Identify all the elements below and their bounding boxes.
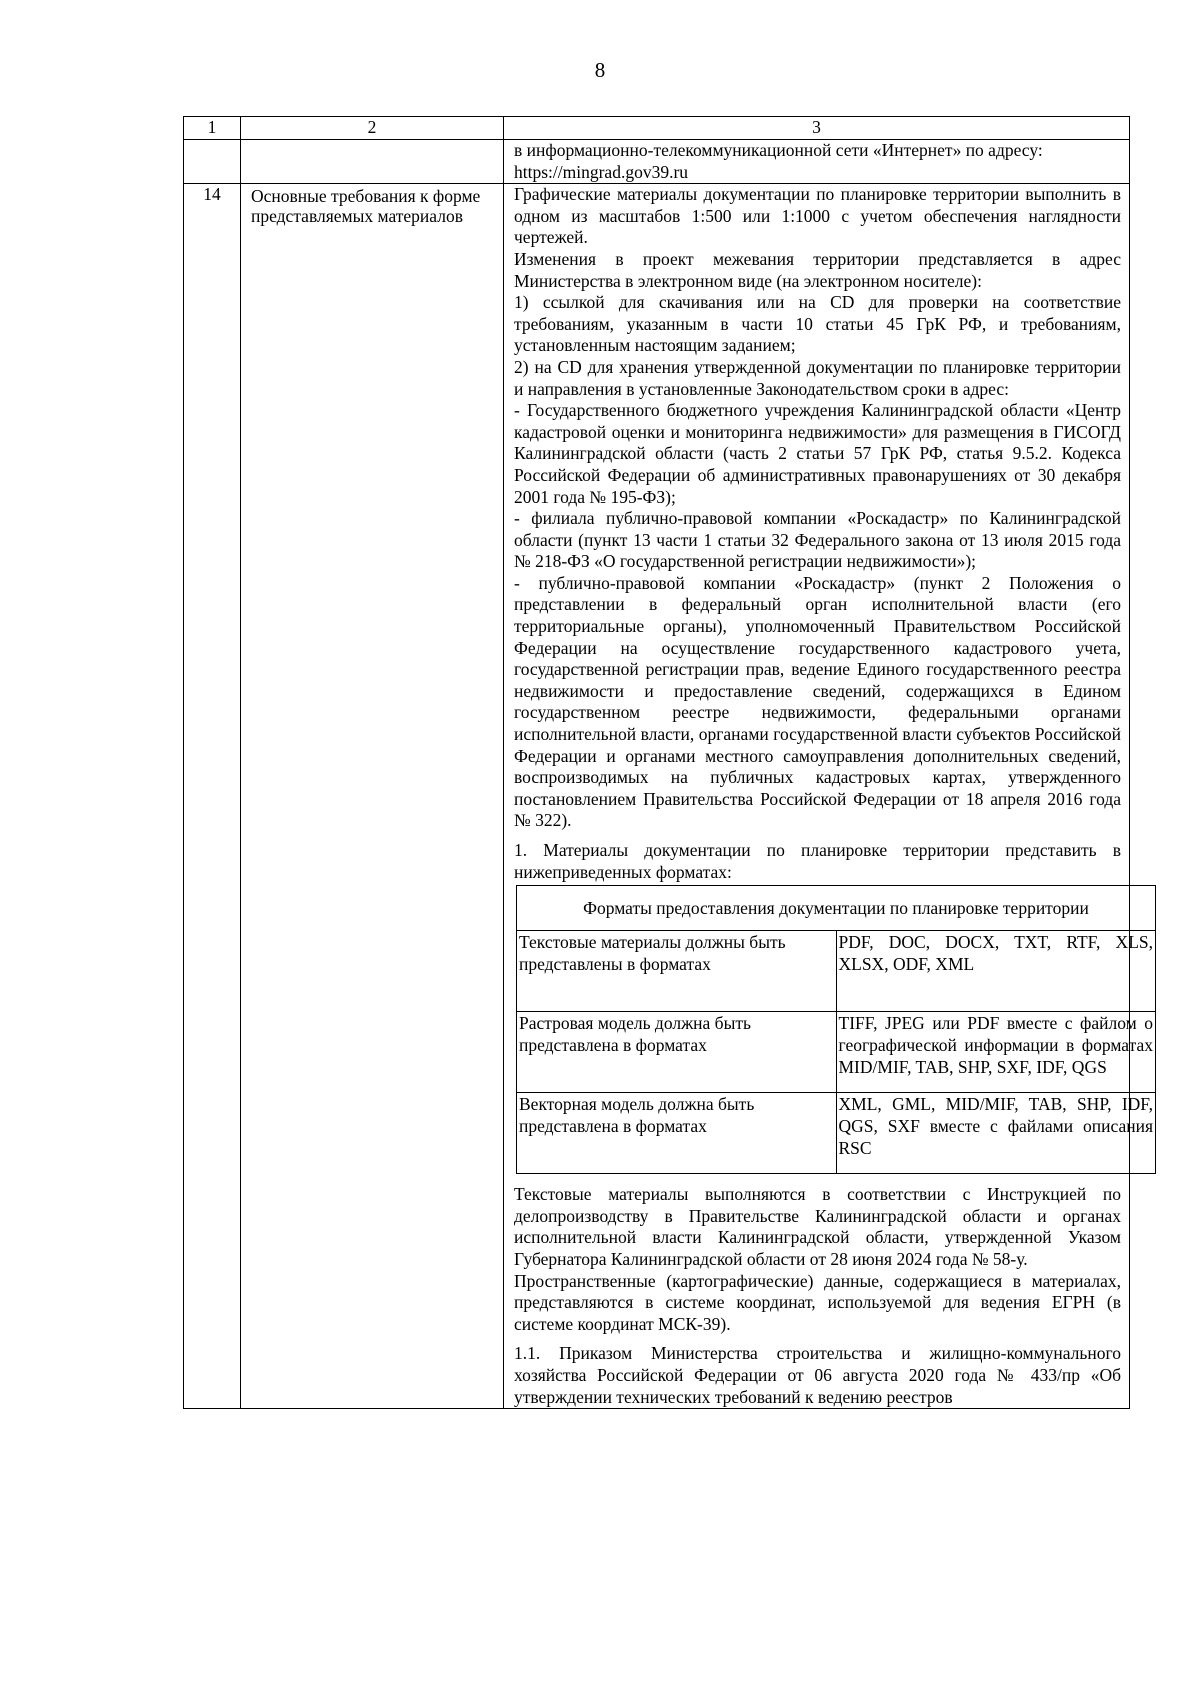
format-label: Растровая модель должна быть представлена в форматах (517, 1012, 837, 1093)
table-row (184, 184, 1130, 1409)
row-number: 14 (184, 184, 241, 1409)
paragraph: Графические материалы документации по планировке территории выполнить в одном из масштабов 1:500 или 1:1000 с учетом обеспечения наглядности чертежей. (514, 184, 1121, 248)
requirement-name: Основные требования к форме представляемых материалов (241, 184, 504, 1409)
continuation-row (184, 140, 1130, 184)
page-number: 8 (594, 58, 606, 82)
continuation-paragraph: в информационно-телекоммуникационной сети «Интернет» по адресу: https://mingrad.gov39.ru (514, 140, 1043, 182)
format-label: Текстовые материалы должны быть представлены в форматах (517, 931, 837, 1012)
formats-intro: 1. Материалы документации по планировке территории представить в нижеприведенных форматах: (514, 840, 1121, 882)
header-cell-1: 1 (184, 117, 241, 140)
formats-row (517, 1012, 1156, 1093)
format-value: TIFF, JPEG или PDF вместе с файлом о географической информации в форматах MID/MIF, TAB, SHP, SXF, IDF, QGS (836, 1012, 1156, 1093)
format-value: PDF, DOC, DOCX, TXT, RTF, XLS, XLSX, ODF, XML (836, 931, 1156, 1012)
continuation-text (504, 140, 1130, 184)
format-value: XML, GML, MID/MIF, TAB, SHP, IDF, QGS, SXF вместе с файлами описания RSC (836, 1093, 1156, 1174)
formats-row (517, 1093, 1156, 1174)
requirements-table (183, 116, 1153, 1409)
continuation-number-cell (184, 140, 241, 184)
formats-row (517, 931, 1156, 1012)
paragraph: - Государственного бюджетного учреждения Калининградской области «Центр кадастровой оценки и мониторинга недвижимости» для размещения в ГИСОГД Калининградской области (часть 2 статьи 57 ГрК РФ, статья 9.5.2. Кодекса Российской Федерации об административных правонарушениях от 30 декабря 2001 года № 195-ФЗ); (514, 400, 1121, 507)
paragraph: 1.1. Приказом Министерства строительства и жилищно-коммунального хозяйства Российской Федерации от 06 августа 2020 года № 433/пр «Об утверждении технических требований к ведению реестров (514, 1343, 1121, 1407)
formats-table (516, 885, 1156, 1174)
continuation-requirement-cell (241, 140, 504, 184)
table-header-row (184, 117, 1130, 140)
paragraph: Изменения в проект межевания территории представляется в адрес Министерства в электронном виде (на электронном носителе): (514, 248, 1121, 291)
paragraph: 1) ссылкой для скачивания или на CD для проверки на соответствие требованиям, указанным в части 10 статьи 45 ГрК РФ, и требованиям, установленным настоящим заданием; (514, 292, 1121, 356)
header-cell-3: 3 (504, 117, 1130, 140)
header-cell-2: 2 (241, 117, 504, 140)
paragraph: - филиала публично-правовой компании «Роскадастр» по Калининградской области (пункт 13 части 1 статьи 32 Федерального закона от 13 июля 2015 года № 218-ФЗ «О государственной регистрации недвижимости»); (514, 508, 1121, 572)
formats-table-title: Форматы предоставления документации по планировке территории (517, 886, 1156, 931)
paragraph: 2) на CD для хранения утвержденной документации по планировке территории и направления в установленные Законодательством сроки в адрес: (514, 356, 1121, 399)
paragraph: Текстовые материалы выполняются в соответствии с Инструкцией по делопроизводству в Правительстве Калининградской области и органах исполнительной власти Калининградской области, утвержденной Указом Губернатора Калининградской области от 28 июня 2024 года № 58-у. (514, 1184, 1121, 1269)
paragraph: - публично-правовой компании «Роскадастр» (пункт 2 Положения о представлении в федеральный орган исполнительной власти (его территориальные органы), уполномоченный Правительством Российской Федерации на осуществление государственного кадастрового учета, государственной регистрации прав, ведение Единого государственного реестра недвижимости и предоставление сведений, содержащихся в Едином государственном реестре недвижимости, федеральными органами исполнительной власти, органами государственной власти субъектов Российской Федерации и органами местного самоуправления дополнительных сведений, воспроизводимых на публичных кадастровых картах, утвержденного постановлением Правительства Российской Федерации от 18 апреля 2016 года № 322). (514, 572, 1121, 831)
requirement-content (504, 184, 1153, 1409)
paragraph: Пространственные (картографические) данные, содержащиеся в материалах, представляются в системе координат, используемой для ведения ЕГРН (в системе координат МСК-39). (514, 1270, 1121, 1334)
format-label: Векторная модель должна быть представлена в форматах (517, 1093, 837, 1174)
